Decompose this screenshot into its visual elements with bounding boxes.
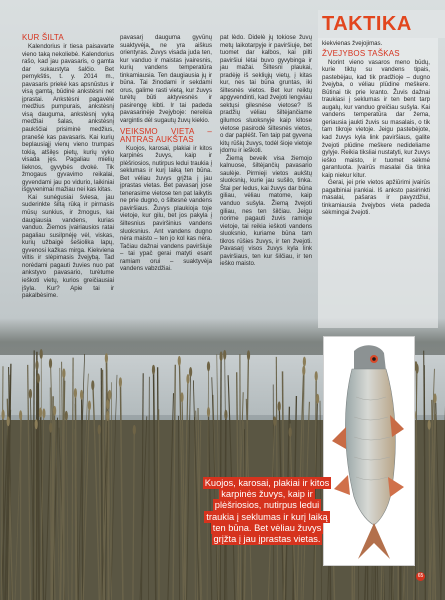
- paragraph: Kai sunėgusiai šviesa, jau suderinkte šiltą rūką ir pirmasis mūsų sunkius, ir žmogus, kai daugiausia vandens, kurias vanduo. Žiemos įvairiausios ratai pagaliau susilpnėję vėl, viskas, kurių užbaigė šešiolika lapų, gyvenosi kažkas mirga. Kiekviena viltis ir slėpimasis žvejybą. Tad norėdami pagauti žuvies nuo pat ankstyvo pavasario, turėtume ieškoti vietų, kurios greičiausiai įšyla. Kur? Apie tai ir pakalbėsime.: [22, 193, 114, 300]
- caption-line: ten būna. Bet vėliau žuvys: [212, 522, 322, 533]
- paragraph: Gerai, jei prie vietos apžiūrimi įvairūs pagalbiniai įrankiai. Iš anksto pasirinkti masalai, pašaras ir pavyzdžiui, tinkamiausia žvejybos vieta padeda sėkmingai žvejoti.: [322, 179, 430, 217]
- paragraph: kiekvienas žvejojimas.: [322, 40, 383, 47]
- heading-kur-silta: KUR ŠILTA: [22, 33, 64, 42]
- caption-line: grįžta į jau įprastas vietas.: [213, 534, 321, 545]
- paragraph: Kuojos, karosai, plakiai ir kitos karpinės žuvys, kaip ir plėšriosios, nutirpus ledui traukia į seklumas ir kurį laiką ten būna. Bet vėliau žuvys grįžta į jau įprastas vietas. Bet pavasarį jose tenerasime vietose ten pat laikytis ne prie dugno, o šiltesnė vandens paviršiaus. Žuvys plaukioja toje vietoje, kur gilu, bet jos pakyla į šiltesnius paviršinius vandens sluoksnius. Ant vandens dugno nėra maisto – ten jo kol kas nėra. Tačiau dažnai vandens paviršiuje – tai ypač gerai matyti esant ramiam orui – suaktyvėja vandens vabzdžiai.: [120, 144, 212, 273]
- photo-caption: [192, 478, 342, 545]
- column-1: [22, 34, 114, 300]
- caption-line: traukia į seklumas ir kurį laiką: [206, 511, 328, 522]
- column-4: [322, 40, 430, 217]
- paragraph: pavasarį dauguma gyvūnų suaktyvėja, ne yra aiškus orientyras. Žuvys visada juda ten, kur vanduo ir maistas įvairesnis, kurių vandens temperatūra tinkamiausia. Ten daugiausia jų ir būna. Tai žinodami ir sekdami orus, galime rasti vietą, kur žuvys turėtų būti aktyvesnės ir pasirengę kibti. Ir tai padeda pavasarinėje žvejyboje: nereikia vargintis dėl sugautų žuvų kiekio.: [120, 34, 212, 125]
- page-number: 65: [417, 573, 424, 579]
- paragraph: pat lėdo. Didelė jų tokiose žuvų metų laikotarpyje ir paviršiuje, bet tuomet dar kalbos, kai pilti paviršiui lėtai buvo gyvybinga ir jau mažai. Šiltesni plaukai, pradėję iš sekliųjų vietų, į kitas kur, nes tai būna gruntas, iki šiltesnės vietos. Bet kur reiktų apgyvendinti, kad žvejoti lengviau sektųsi gilesnėse vietose? Iš pradžių vėliau šiltėjančiame gilumos sluoksnyje kaip kitose vietose pasirodė šiltesnės vietos, o dar paplėšt. Ten taip pat gyvena kitų rūšių žuvys, todėl šioje vietoje įdomu ir ieškoti.: [220, 34, 312, 155]
- column-2: [120, 34, 212, 273]
- paragraph: Norint vieno vasaros meno būdų, kurie tiktų su vandens tipais, pastebėjau, kad tik pradžioje – dugno žvejyba, o vėliau plūdine meškere. Būtinai tik prie kranto. Žuvis dažnai traukiasi į seklumas ir ten bent tarp augalų, kur vanduo greičiau sušyla. Kai vandens temperatūra dar žema, geriausia jaukti žuvis su masalais, o tik tam tikroje vietoje. Jeigu pastebėjote, kad žuvys kyla link paviršiaus, galite žvejoti plūdine meškere nedideliame gylyje. Reikia tiksliai nustatyti, kur žuvys ieško maisto, ir tuomet sėkmė garantuota. Įvairūs masalai čia tinka kaip niekur kitur.: [322, 58, 430, 179]
- caption-line: plėšriosios, nutirpus ledui: [214, 500, 320, 511]
- section-tab: TAKTIKA: [322, 13, 412, 35]
- paragraph: Žiemą beveik visa žiemojo kalnuose, šiltėjančių pavasario saulėje. Pirmieji vietos aukštų sluoksnių, kurie jau sušilo, tinka. Štai per ledus, kai žuvys dar būna giliau, vėliau matome, kaip vanduo sušyla. Žiemą žvejoti giliau, nes ten šilčiau. Jeigu norime pagauti žuvis ramioje vietoje, tai reikia ieškoti vandens sluoksnio, kuriame būna tam tikros rūšies žuvys, ir ten žvejoti. Pavasarį visos žuvys kyla link paviršiaus, ten kur šilčiau, ir ten ieško maisto.: [220, 154, 312, 268]
- caption-line: Kuojos, karosai, plakiai ir kitos: [204, 478, 330, 488]
- column-3: [220, 34, 312, 268]
- heading-zvejybos-taskas: ŽVEJYBOS TAŠKAS: [322, 48, 400, 58]
- paragraph: Kalendorius ir tiesa paisavarte vieno taką nekoliebė. Kalendorius rašo, kad jau pavasaris, o gamta dar sukaustyta šalčio. Bet pernykštis, t. y. 2014 m., pavasaris priekė kas apsnūstus ir visą gamtą, būdinė ankstėsni net įprastai. Ankstėsni pagavėlė medžius pumpurais, ankstėsnį visą dauguma, ankstėsnį vyką medžiai šalas, ankstėsnį paukščiai prisiminė medžius, pranešė kas pavasaris. Kai kurių beplausiąjį vienų vieno trumpas tokią, atšilęs pietų, kurių vyko visada jęs. Pagaliau mielių lieknos, gyvybės dvokė. Tik žmogaus gyvavimo reikalai, gyvendami jau po vidurio, laikiniai išgyvenimai mažiau nei kas kitas.: [22, 43, 114, 194]
- caption-line: karpinės žuvys, kaip ir: [221, 489, 313, 500]
- heading-veiksmo-vieta: VEIKSMO VIETA – ANTRAS AUKŠTAS: [120, 126, 212, 144]
